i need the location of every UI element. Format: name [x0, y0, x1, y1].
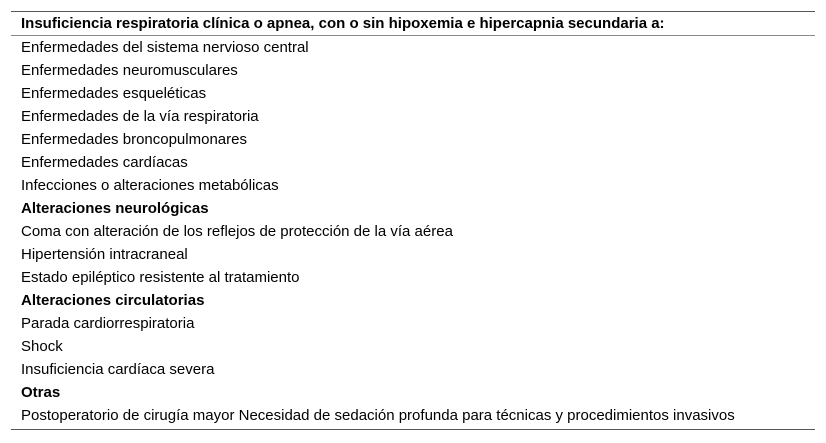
- table-cell-heading: Insuficiencia respiratoria clínica o apnea, con o sin hipoxemia e hipercapnia secundaria a:: [11, 12, 815, 36]
- table-row: [11, 312, 815, 335]
- table-row: [11, 358, 815, 381]
- indications-table: [11, 11, 815, 430]
- table-row: [11, 59, 815, 82]
- table-cell: Insuficiencia cardíaca severa: [21, 361, 215, 378]
- table-cell: Postoperatorio de cirugía mayor Necesidad de sedación profunda para técnicas y procedimientos invasivos: [21, 407, 735, 424]
- table-header-row: [11, 12, 815, 36]
- table-row: [11, 266, 815, 289]
- table-cell: Parada cardiorrespiratoria: [21, 315, 195, 332]
- indications-table-grid: [11, 12, 815, 427]
- table-cell: Coma con alteración de los reflejos de protección de la vía aérea: [21, 223, 453, 240]
- table-cell: Hipertensión intracraneal: [21, 246, 188, 263]
- table-row: [11, 36, 815, 60]
- table-row: [11, 243, 815, 266]
- table-cell: Enfermedades del sistema nervioso central: [21, 39, 309, 56]
- table-cell: Estado epiléptico resistente al tratamiento: [21, 269, 300, 286]
- table-cell-section-heading: Alteraciones neurológicas: [21, 200, 209, 217]
- table-row: [11, 381, 815, 404]
- table-cell: Infecciones o alteraciones metabólicas: [21, 177, 279, 194]
- table-row: [11, 174, 815, 197]
- table-row: [11, 220, 815, 243]
- table-row: [11, 335, 815, 358]
- table-cell: Shock: [21, 338, 63, 355]
- table-cell: Enfermedades esqueléticas: [21, 85, 207, 102]
- table-cell-section-heading: Alteraciones circulatorias: [21, 292, 205, 309]
- table-row: [11, 82, 815, 105]
- table-cell: Enfermedades de la vía respiratoria: [21, 108, 259, 125]
- table-row: [11, 105, 815, 128]
- table-row: [11, 289, 815, 312]
- table-row: [11, 197, 815, 220]
- table-cell: Enfermedades neuromusculares: [21, 62, 238, 79]
- table-row: [11, 128, 815, 151]
- table-cell: Enfermedades cardíacas: [21, 154, 188, 171]
- table-row: [11, 404, 815, 427]
- table-cell: Enfermedades broncopulmonares: [21, 131, 247, 148]
- table-row: [11, 151, 815, 174]
- table-cell-section-heading: Otras: [21, 384, 61, 401]
